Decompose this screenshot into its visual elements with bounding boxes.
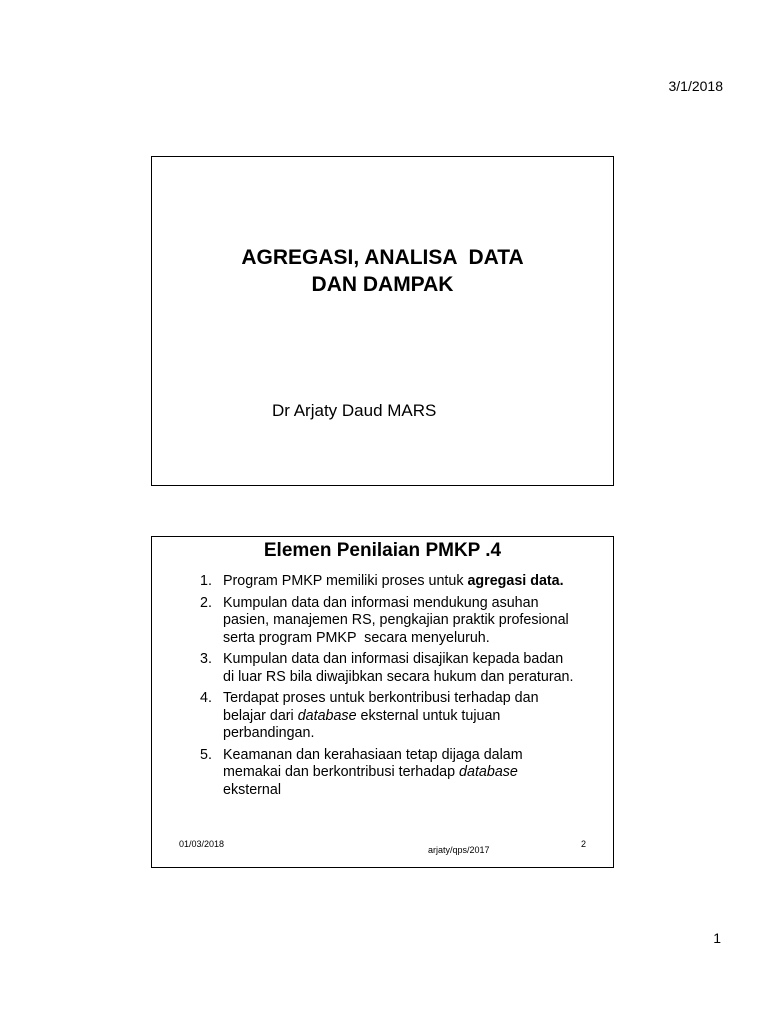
title-line-2: DAN DAMPAK <box>311 273 454 296</box>
list-item <box>200 651 600 686</box>
item-text: Terdapat proses untuk berkontribusi terhadap dan belajar dari database eksternal untuk tujuan perbandingan. <box>223 690 539 741</box>
item-text: Kumpulan data dan informasi mendukung asuhan pasien, manajemen RS, pengkajian praktik profesional serta program PMKP secara menyeluruh. <box>223 594 569 646</box>
item-number: 2. <box>200 594 212 611</box>
item-text: Kumpulan data dan informasi disajikan kepada badan di luar RS bila diwajibkan secara hukum dan peraturan. <box>223 651 574 685</box>
slide-assessment-elements <box>151 536 614 868</box>
list-item <box>200 690 600 743</box>
list-item <box>200 595 600 648</box>
item-number: 1. <box>200 573 212 589</box>
slide-heading: Elemen Penilaian PMKP .4 <box>263 540 502 561</box>
item-text: Keamanan dan kerahasiaan tetap dijaga dalam memakai dan berkontribusi terhadap database eksternal <box>223 746 523 798</box>
list-item <box>200 573 600 591</box>
item-number: 3. <box>200 651 212 667</box>
assessment-list <box>200 573 600 803</box>
page-number: 1 <box>713 930 721 946</box>
list-item <box>200 747 600 800</box>
slide-title <box>151 156 614 486</box>
title-line-1: AGREGASI, ANALISA DATA <box>241 246 524 269</box>
slide-footer-author: arjaty/qps/2017 <box>428 845 490 855</box>
page-date: 3/1/2018 <box>668 78 723 94</box>
slide-author: Dr Arjaty Daud MARS <box>272 401 437 420</box>
slide-footer-date: 01/03/2018 <box>179 839 225 849</box>
item-number: 4. <box>200 690 212 706</box>
item-number: 5. <box>200 746 212 763</box>
item-text: Program PMKP memiliki proses untuk agregasi data. <box>223 573 564 589</box>
slide-footer-number: 2 <box>580 839 586 849</box>
slide-title-heading <box>152 244 613 298</box>
